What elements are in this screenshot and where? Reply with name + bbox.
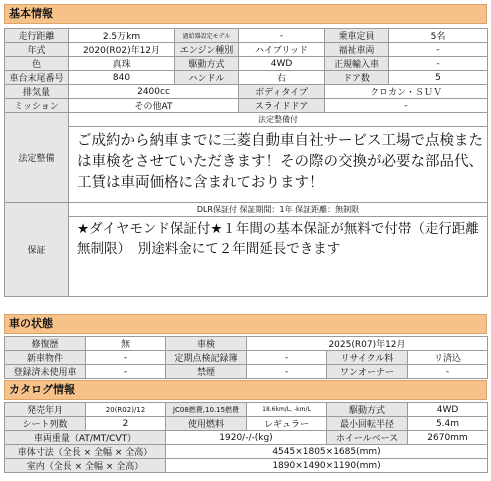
table-row	[5, 365, 488, 379]
registered-label: 登録済未使用車	[5, 365, 86, 379]
slide-value: -	[325, 99, 488, 113]
fuel-value: レギュラー	[247, 417, 327, 431]
repair-label: 修復歴	[5, 337, 86, 351]
inspect-value: 2025(R07)年12月	[247, 337, 488, 351]
interior-label: 室内（全長 × 全幅 × 全高）	[5, 459, 166, 473]
year-value: 2020(R02)年12月	[69, 43, 175, 57]
table-row	[5, 99, 488, 113]
year-label: 年式	[5, 43, 69, 57]
engine-value: ハイブリッド	[239, 43, 325, 57]
mission-label: ミッション	[5, 99, 69, 113]
warranty-text: ★ダイヤモンド保証付★１年間の基本保証が無料で付帯（走行距離無制限） 別途料金にて２年間延長できます	[77, 221, 479, 257]
table-row	[5, 113, 488, 203]
mileage-label: 走行距離	[5, 29, 69, 43]
color-label: 色	[5, 57, 69, 71]
basic-section-title: 基本情報	[4, 4, 487, 24]
table-row	[5, 431, 488, 445]
owner-value: -	[408, 365, 488, 379]
wheelbase-label: ホイールベース	[327, 431, 408, 445]
doors-value: 5	[389, 71, 488, 85]
new-value: -	[86, 351, 166, 365]
warranty-cell	[69, 203, 488, 297]
fuel-label: 使用燃料	[166, 417, 247, 431]
inspect-label: 車検	[166, 337, 247, 351]
fuel-eco-value: 18.6km/L, -km/L	[247, 403, 327, 417]
warranty-sub: DLR保証付 保証期間：1年 保証距離：無制限	[69, 203, 487, 217]
handle-value: 右	[239, 71, 325, 85]
table-row	[5, 459, 488, 473]
capacity-value: 5名	[389, 29, 488, 43]
registered-value: -	[86, 365, 166, 379]
smoke-label: 禁煙	[166, 365, 247, 379]
condition-section-title: 車の状態	[4, 314, 487, 334]
drive-value: 4WD	[239, 57, 325, 71]
new-label: 新車物件	[5, 351, 86, 365]
basic-info-table	[4, 28, 488, 297]
welfare-value: -	[389, 43, 488, 57]
capacity-label: 乗車定員	[325, 29, 389, 43]
inspection-text: ご成約から納車までに三菱自動車自社サービス工場で点検または車検をさせていただきます！その際の交換が必要な部品代、工賃は車両価格に含まれております！	[77, 133, 483, 191]
table-row	[5, 403, 488, 417]
displacement-value: 2400cc	[69, 85, 239, 99]
inspection-cell	[69, 113, 488, 203]
body-dims-value: 4545×1805×1685(mm)	[166, 445, 488, 459]
welfare-label: 福祉車両	[325, 43, 389, 57]
periodic-value: -	[247, 351, 327, 365]
smoke-value: -	[247, 365, 327, 379]
table-row	[5, 445, 488, 459]
recycle-value: リ済込	[408, 351, 488, 365]
mission-value: その他AT	[69, 99, 239, 113]
inspection-sub: 法定整備付	[69, 113, 487, 127]
catalog-drive-label: 駆動方式	[327, 403, 408, 417]
radius-label: 最小回転半径	[327, 417, 408, 431]
inspection-label: 法定整備	[5, 113, 69, 203]
displacement-label: 排気量	[5, 85, 69, 99]
vin-label: 車台末尾番号	[5, 71, 69, 85]
release-label: 発売年月	[5, 403, 86, 417]
periodic-label: 定期点検記録簿	[166, 351, 247, 365]
applicable-model-value: -	[239, 29, 325, 43]
catalog-drive-value: 4WD	[408, 403, 488, 417]
table-row	[5, 203, 488, 297]
color-value: 真珠	[69, 57, 175, 71]
applicable-model-label: 過給器設定モデル	[175, 29, 239, 43]
vin-value: 840	[69, 71, 175, 85]
recycle-label: リサイクル料	[327, 351, 408, 365]
catalog-section-title: カタログ情報	[4, 380, 487, 400]
body-value: クロカン・ＳＵＶ	[325, 85, 488, 99]
body-label: ボディタイプ	[239, 85, 325, 99]
catalog-table	[4, 402, 488, 473]
table-row	[5, 43, 488, 57]
table-row	[5, 71, 488, 85]
weight-label: 車両重量（AT/MT/CVT）	[5, 431, 166, 445]
drive-label: 駆動方式	[175, 57, 239, 71]
table-row	[5, 57, 488, 71]
table-row	[5, 417, 488, 431]
repair-value: 無	[86, 337, 166, 351]
mileage-value: 2.5万km	[69, 29, 175, 43]
table-row	[5, 337, 488, 351]
wheelbase-value: 2670mm	[408, 431, 488, 445]
doors-label: ドア数	[325, 71, 389, 85]
import-label: 正規輸入車	[325, 57, 389, 71]
interior-value: 1890×1490×1190(mm)	[166, 459, 488, 473]
table-row	[5, 29, 488, 43]
table-row	[5, 351, 488, 365]
owner-label: ワンオーナー	[327, 365, 408, 379]
slide-label: スライドドア	[239, 99, 325, 113]
import-value: -	[389, 57, 488, 71]
seats-label: シート列数	[5, 417, 86, 431]
body-dims-label: 車体寸法（全長 × 全幅 × 全高）	[5, 445, 166, 459]
radius-value: 5.4m	[408, 417, 488, 431]
release-value: 20(R02)/12	[86, 403, 166, 417]
engine-label: エンジン種別	[175, 43, 239, 57]
warranty-label: 保証	[5, 203, 69, 297]
weight-value: 1920/-/-(kg)	[166, 431, 327, 445]
fuel-eco-label: JC08燃費,10.15燃費	[166, 403, 247, 417]
handle-label: ハンドル	[175, 71, 239, 85]
condition-table	[4, 336, 488, 379]
seats-value: 2	[86, 417, 166, 431]
table-row	[5, 85, 488, 99]
